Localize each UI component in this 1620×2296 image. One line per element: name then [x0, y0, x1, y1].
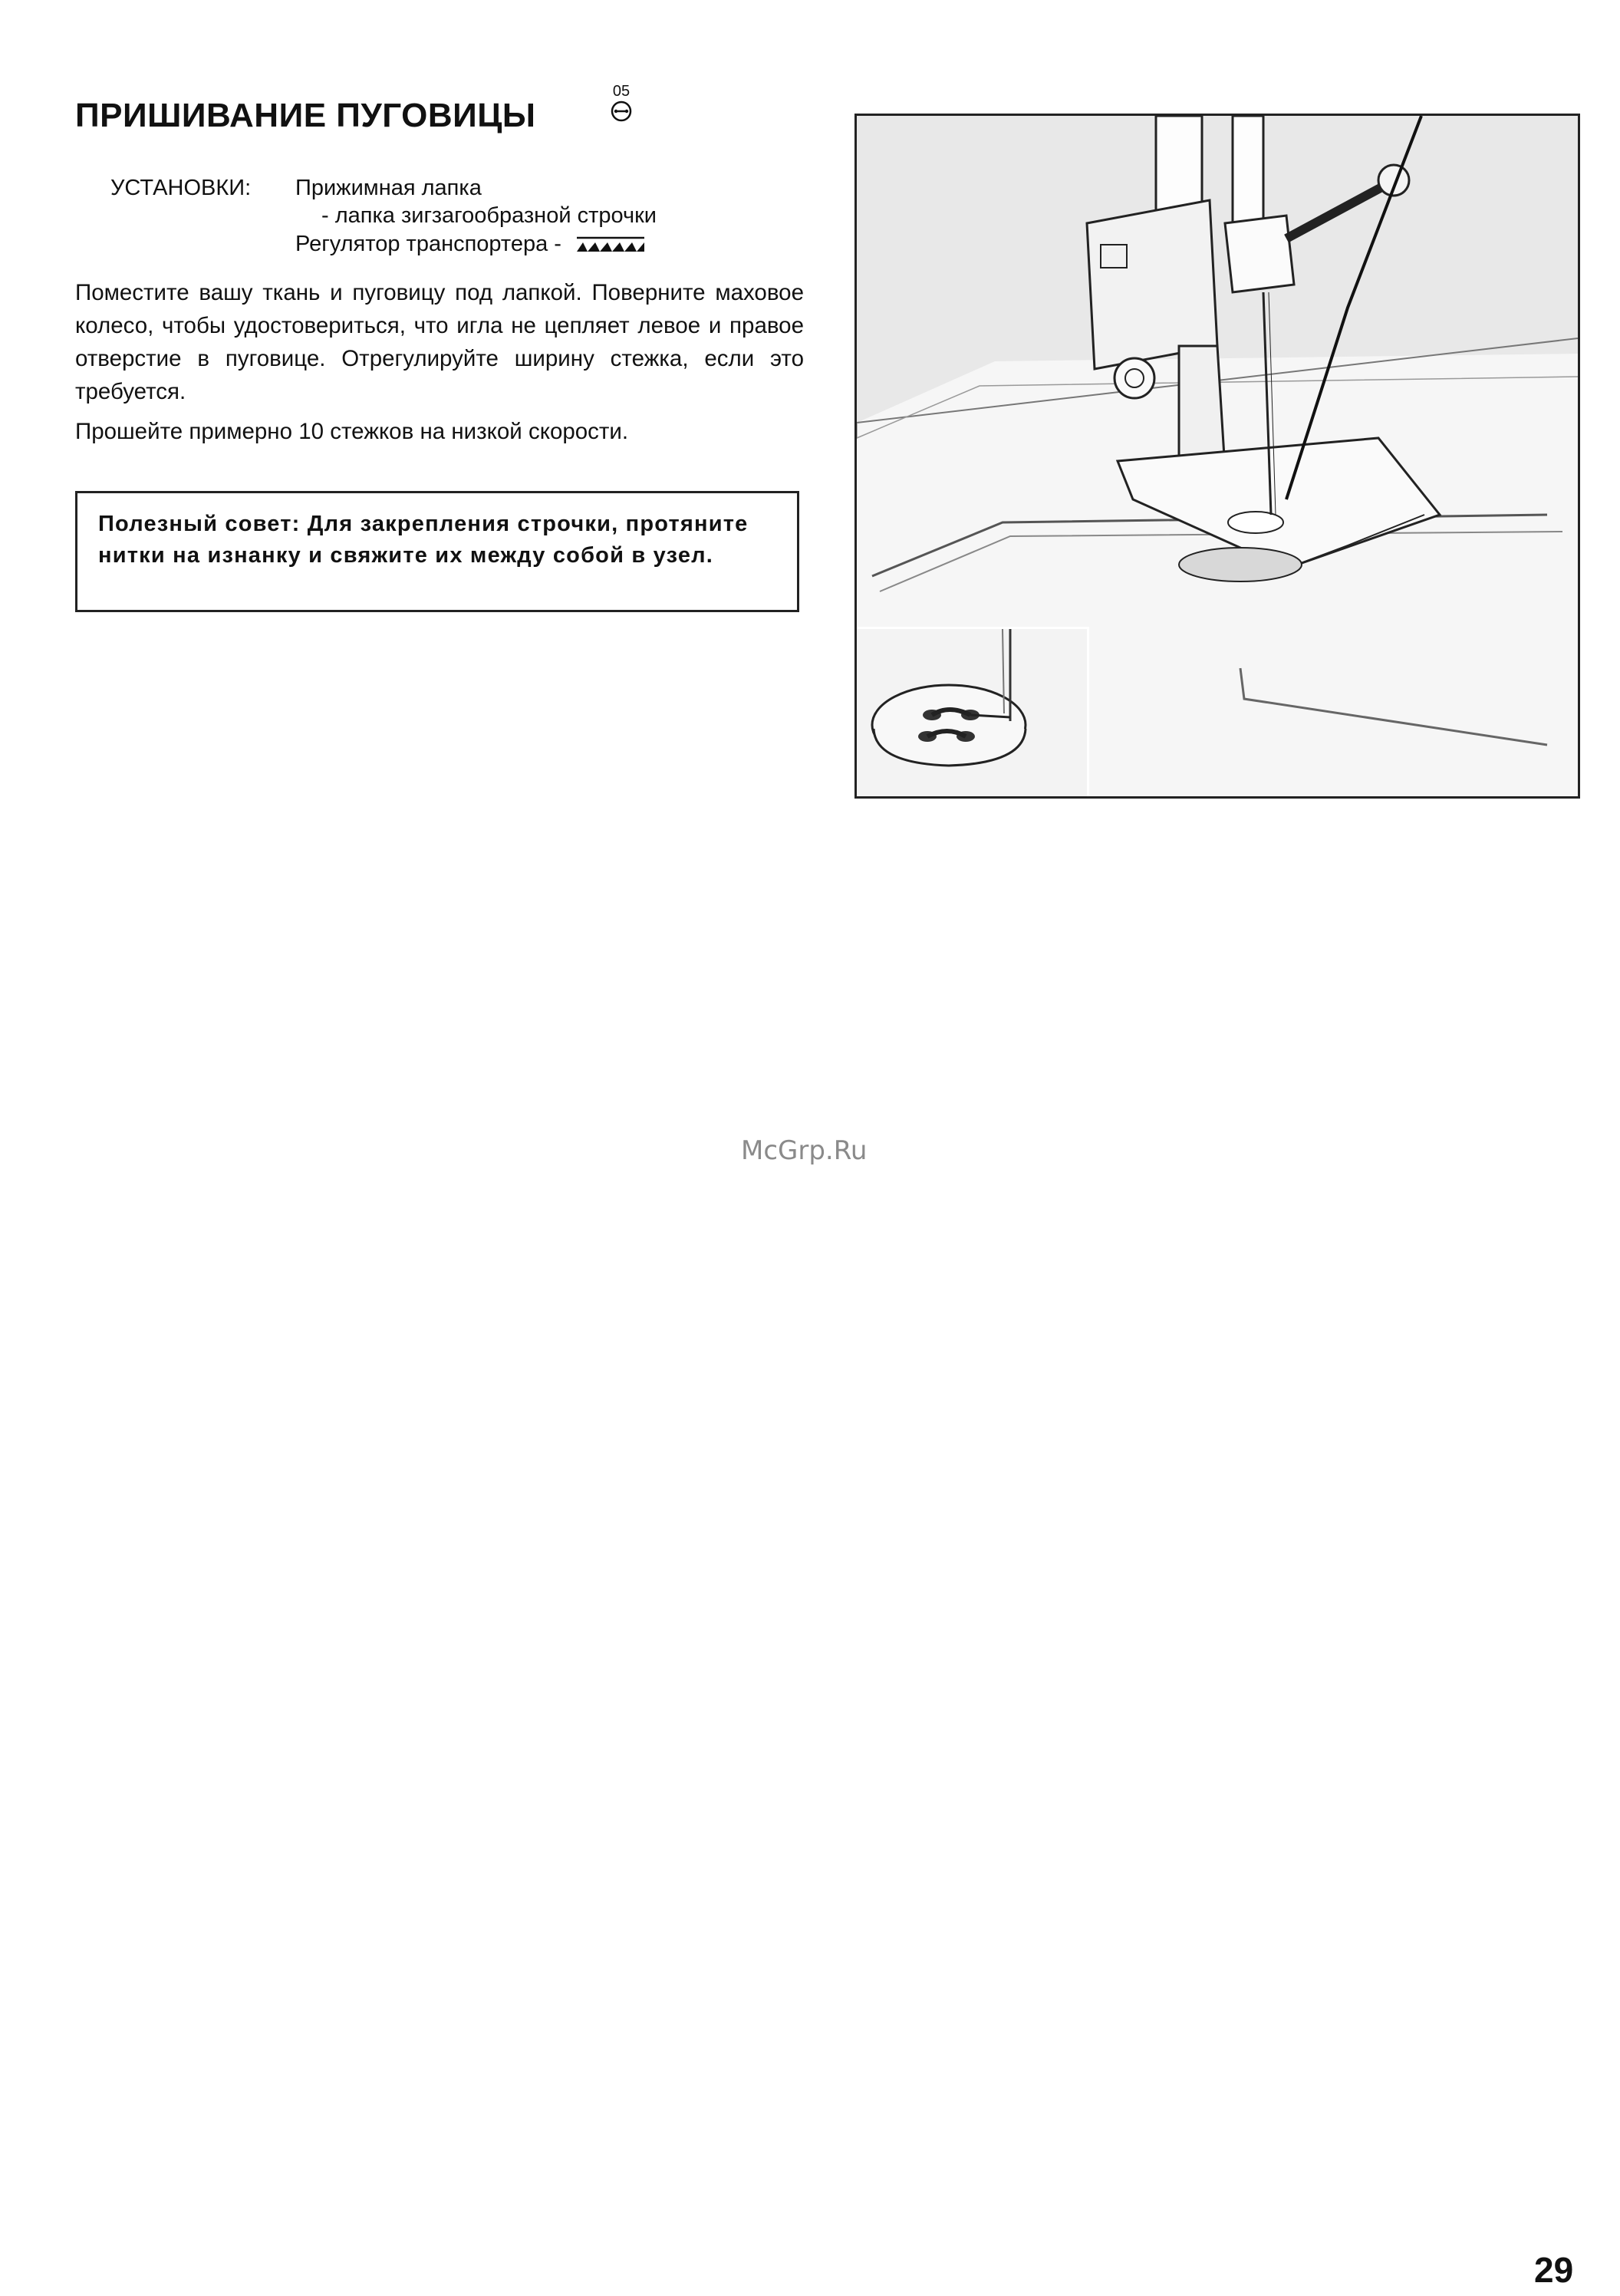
feed-dog-lowered-icon [575, 236, 646, 254]
settings-feed-dog [295, 229, 646, 259]
page-title: ПРИШИВАНИЕ ПУГОВИЦЫ [75, 97, 536, 134]
stitch-number: 05 [612, 83, 631, 100]
button-stitch-icon [610, 100, 633, 123]
helpful-tip-box: Полезный совет: Для закрепления строчки, протяните нитки на изнанку и свяжите их между собой в узел. [75, 491, 799, 612]
watermark: McGrp.Ru [741, 1135, 868, 1166]
settings-presser-foot: Прижимная лапка [295, 176, 482, 200]
settings-feed-dog-label: Регулятор транспортера - [295, 232, 561, 256]
settings-zigzag-foot: - лапка зигзагообразной строчки [321, 203, 657, 228]
stitch-indicator [606, 83, 637, 127]
button-stitch-inset [857, 627, 1089, 799]
page-number: 29 [1534, 2250, 1574, 2290]
speed-instruction: Прошейте примерно 10 стежков на низкой скорости. [75, 419, 629, 444]
sewing-machine-illustration [854, 114, 1580, 799]
button-closeup-drawing [857, 629, 1087, 799]
instruction-paragraph: Поместите вашу ткань и пуговицу под лапкой. Поверните маховое колесо, чтобы удостовериться, что игла не цепляет левое и правое отверстие в пуговице. Отрегулируйте ширину стежка, если это требуется. [75, 280, 804, 404]
settings-label: УСТАНОВКИ: [110, 176, 252, 200]
